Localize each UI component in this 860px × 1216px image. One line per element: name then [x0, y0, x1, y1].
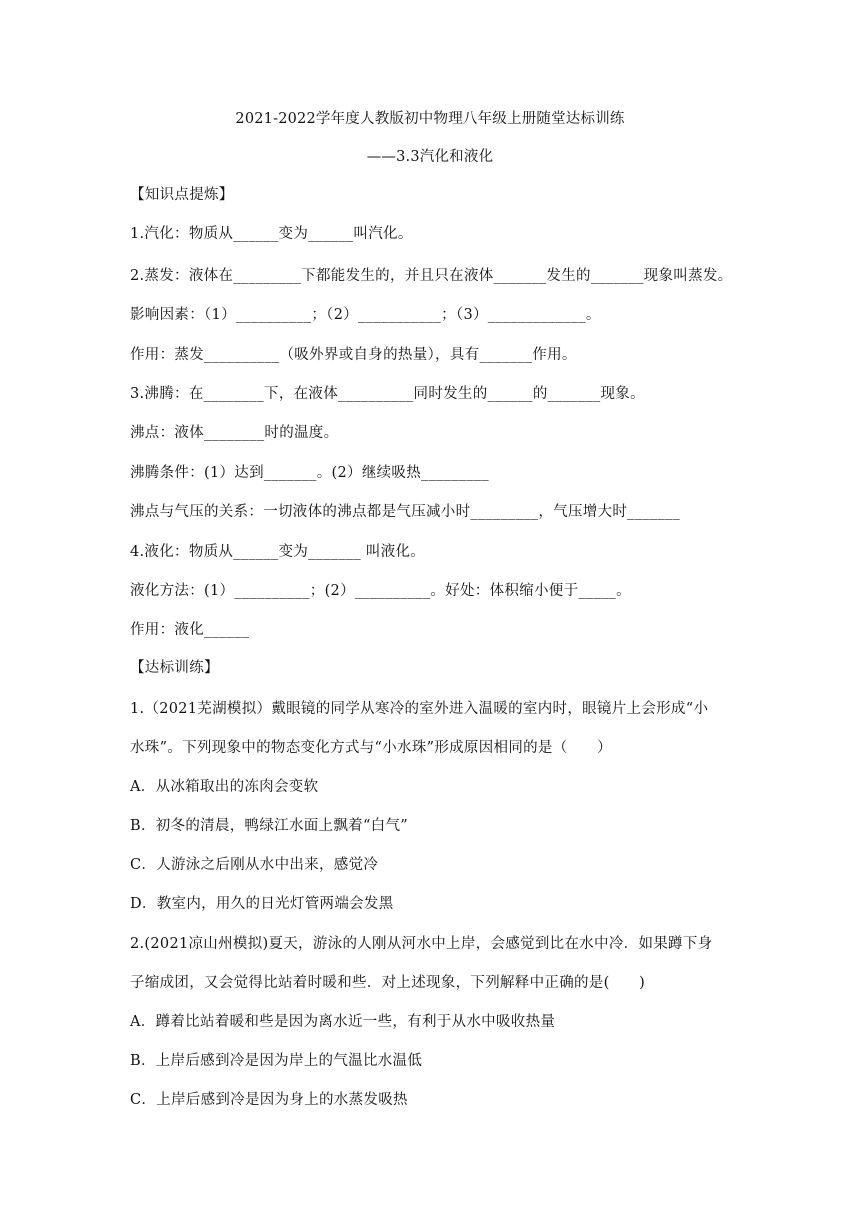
question-2-stem-continued: 子缩成团，又会觉得比站着时暖和些．对上述现象，下列解释中正确的是( ): [130, 975, 646, 991]
question-2-option-a: A．蹲着比站着暖和些是因为离水近一些，有利于从水中吸收热量: [130, 1014, 556, 1030]
question-1-option-a: A．从冰箱取出的冻肉会变软: [130, 779, 319, 795]
question-1-stem: 1.（2021芜湖模拟）戴眼镜的同学从寒冷的室外进入温暖的室内时，眼镜片上会形成“小: [130, 701, 709, 717]
knowledge-line: 1.汽化：物质从______变为______叫汽化。: [130, 226, 413, 242]
knowledge-line: 4.液化：物质从______变为_______ 叫液化。: [130, 544, 426, 560]
knowledge-line: 液化方法：(1）__________；(2）__________。好处：体积缩小便于_____。: [130, 583, 631, 599]
question-1-stem-continued: 水珠”。下列现象中的物态变化方式与“小水珠”形成原因相同的是（ ）: [130, 740, 612, 756]
question-1-option-d: D．教室内，用久的日光灯管两端会发黑: [130, 896, 394, 912]
question-1-option-b: B．初冬的清晨，鸭绿江水面上飘着“白气”: [130, 818, 408, 834]
knowledge-line: 2.蒸发：液体在_________下都能发生的，并且只在液体_______发生的_______现象叫蒸发。: [130, 268, 733, 284]
knowledge-line: 沸点与气压的关系：一切液体的沸点都是气压减小时_________，气压增大时_______: [130, 504, 680, 520]
knowledge-line: 作用：液化______: [130, 622, 250, 638]
knowledge-line: 影响因素：（1）__________；（2）___________；（3）_____________。: [130, 307, 601, 323]
question-2-option-c: C．上岸后感到冷是因为身上的水蒸发吸热: [130, 1092, 408, 1108]
section-heading-training: 【达标训练】: [130, 660, 219, 676]
knowledge-line: 沸腾条件：(1）达到_______。(2）继续吸热_________: [130, 465, 489, 481]
section-heading-knowledge: 【知识点提炼】: [130, 187, 234, 203]
question-2-stem: 2.(2021凉山州模拟)夏天，游泳的人刚从河水中上岸，会感觉到比在水中冷．如果蹲下身: [130, 936, 713, 952]
question-2-option-b: B．上岸后感到冷是因为岸上的气温比水温低: [130, 1053, 423, 1069]
document-subtitle: ——3.3汽化和液化: [366, 149, 494, 165]
question-1-option-c: C．人游泳之后刚从水中出来，感觉冷: [130, 857, 379, 873]
knowledge-line: 沸点：液体________时的温度。: [130, 425, 339, 441]
knowledge-line: 3.沸腾：在________下，在液体__________同时发生的______的_______现象。: [130, 386, 645, 402]
knowledge-line: 作用：蒸发__________（吸外界或自身的热量），具有_______作用。: [130, 347, 577, 363]
document-title: 2021-2022学年度人教版初中物理八年级上册随堂达标训练: [235, 111, 625, 127]
